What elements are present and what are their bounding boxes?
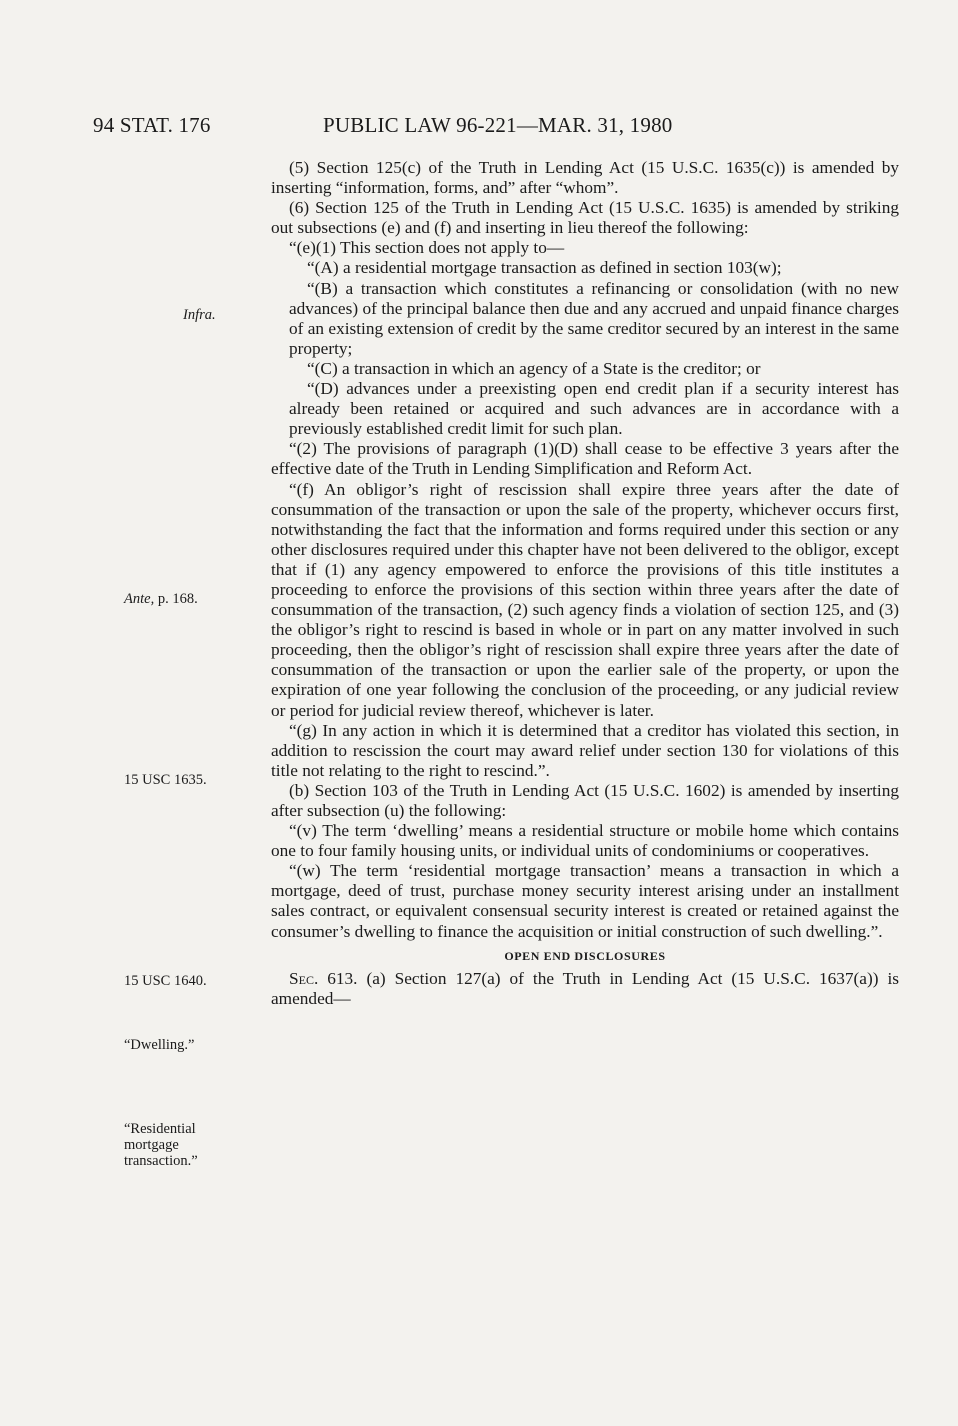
paragraph-2: “(2) The provisions of paragraph (1)(D) shall cease to be effective 3 years after the effective date of the Truth in Lending Simplification and Reform Act. xyxy=(271,439,899,479)
subsection-g: “(g) In any action in which it is determined that a creditor has violated this section, in addition to rescission the court may award relief under section 130 for violations of this title not relating to the right to rescind.”. xyxy=(271,720,899,780)
definition-residential-mortgage: “(w) The term ‘residential mortgage transaction’ means a transaction in which a mortgage, deed of trust, purchase money security interest arising under an installment sales contract, or equivalent consensual security interest is created or retained against the consumer’s dwelling to finance the acquisition or initial construction of such dwelling.”. xyxy=(271,861,899,941)
margin-note-residential-mortgage xyxy=(124,1121,198,1169)
margin-note-ante-page: p. 168. xyxy=(154,591,198,607)
subsection-f: “(f) An obligor’s right of rescission shall expire three years after the date of consummation of the transaction or upon the sale of the property, whichever occurs first, notwithstanding the fact that the information and forms required under this section or any other disclosures required under this chapter have not been delivered to the obligor, except that if (1) any agency empowered to enforce the provisions of this title institutes a proceeding to enforce the provisions of this section within three years after the date of consummation of the transaction, (2) such agency finds a violation of section 125, and (3) the obligor’s right to rescind is based in whole or in part on any matter involved in such proceeding, then the obligor’s right of rescission shall expire three years after the date of consummation of the transaction or upon the earlier sale of the property, or upon the expiration of one year following the conclusion of the proceeding, or any judicial review or period for judicial review thereof, whichever is later. xyxy=(271,479,899,720)
margin-note-line-1: “Residential xyxy=(124,1121,196,1137)
margin-note-line-3: transaction.” xyxy=(124,1153,198,1169)
margin-note-usc-1635: 15 USC 1635. xyxy=(124,772,207,788)
section-613 xyxy=(271,969,899,1009)
clause-d: “(D) advances under a preexisting open end credit plan if a security interest has already been retained or acquired and such advances are in accordance with a previously established credit limit for such plan. xyxy=(289,379,899,439)
clause-a: “(A) a residential mortgage transaction as defined in section 103(w); xyxy=(307,258,782,278)
clause-b: “(B) a transaction which constitutes a refinancing or consolidation (with no new advances) of the principal balance then due and any accrued and unpaid finance charges of an existing extension of credit by the same creditor secured by an interest in the same property; xyxy=(289,278,899,358)
margin-note-ante-text: Ante, xyxy=(124,591,155,607)
paragraph-6: (6) Section 125 of the Truth in Lending Act (15 U.S.C. 1635) is amended by striking out subsections (e) and (f) and inserting in lieu thereof the following: xyxy=(271,198,899,238)
margin-note-infra-text: Infra. xyxy=(183,307,216,323)
margin-note-infra xyxy=(183,307,216,323)
page-title: PUBLIC LAW 96-221—MAR. 31, 1980 xyxy=(323,113,673,137)
section-label: Sec. xyxy=(289,968,319,988)
statute-reference: 94 STAT. 176 xyxy=(93,113,211,137)
margin-note-usc-1640: 15 USC 1640. xyxy=(124,973,207,989)
definition-dwelling: “(v) The term ‘dwelling’ means a residential structure or mobile home which contains one to four family housing units, or individual units of condominiums or cooperatives. xyxy=(271,821,899,861)
subsection-e1: “(e)(1) This section does not apply to— xyxy=(289,238,565,258)
margin-note-ante xyxy=(124,591,198,607)
section-613-text: 613. (a) Section 127(a) of the Truth in Lending Act (15 U.S.C. 1637(a)) is amended— xyxy=(271,968,899,1008)
paragraph-5: (5) Section 125(c) of the Truth in Lending Act (15 U.S.C. 1635(c)) is amended by inserting “information, forms, and” after “whom”. xyxy=(271,158,899,198)
section-heading: OPEN END DISCLOSURES xyxy=(504,948,666,963)
margin-note-dwelling: “Dwelling.” xyxy=(124,1037,195,1053)
clause-c: “(C) a transaction in which an agency of a State is the creditor; or xyxy=(307,358,761,378)
margin-note-line-2: mortgage xyxy=(124,1137,179,1153)
body-text xyxy=(271,158,899,1009)
subsection-b: (b) Section 103 of the Truth in Lending Act (15 U.S.C. 1602) is amended by inserting after subsection (u) the following: xyxy=(271,780,899,820)
